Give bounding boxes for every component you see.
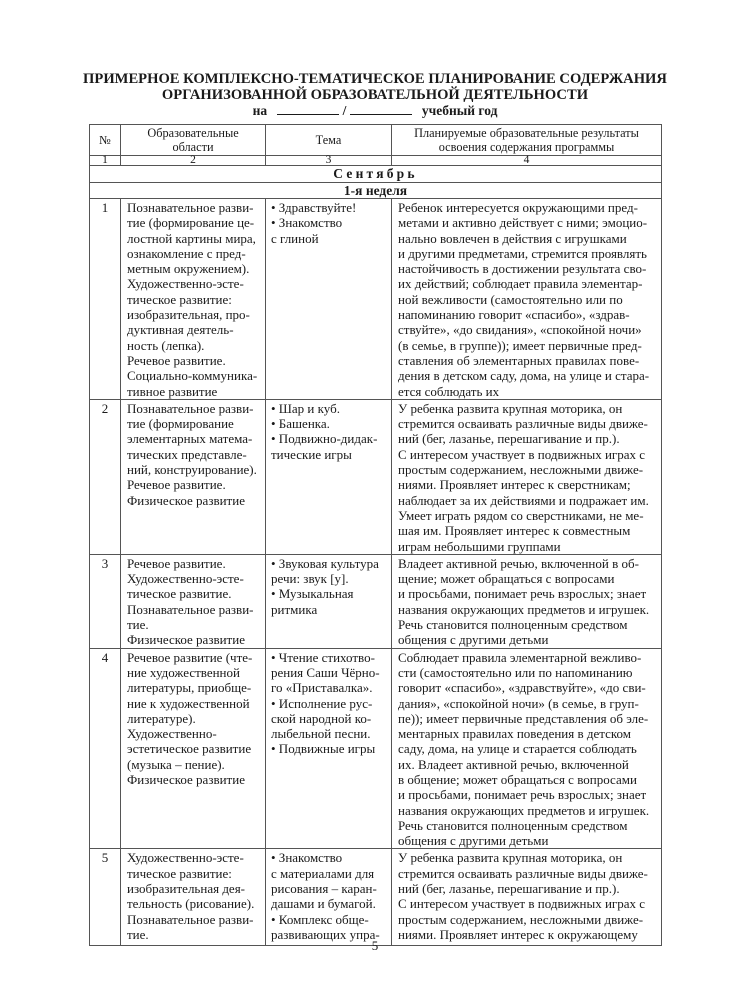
- text-line: Художественно-: [127, 726, 217, 742]
- text-line: их действий; соблюдает правила элементар-: [398, 276, 643, 292]
- column-number-row: [90, 156, 662, 166]
- planning-table: [89, 124, 662, 946]
- text-line: дания», «спокойной ночи» (в семье, в груп-: [398, 695, 639, 711]
- text-line: ние художественной: [127, 664, 240, 680]
- text-line: Речевое развитие (чте-: [127, 649, 253, 665]
- text-line: ской народной ко-: [271, 710, 372, 726]
- text-line: изобразительная, про-: [127, 307, 250, 323]
- year-end-blank: [350, 103, 412, 115]
- text-line: Соблюдает правила элементарной вежливо-: [398, 649, 642, 665]
- text-line: дения в детском саду, дома, на улице и стара-: [398, 368, 650, 384]
- text-line: литературы, приобще-: [127, 680, 252, 696]
- row-topics: [266, 849, 392, 946]
- row-results: [392, 199, 662, 400]
- text-line: изобразительная дея-: [127, 881, 246, 897]
- text-line: стремится осваивать различные виды движе-: [398, 865, 648, 881]
- text-line: и просьбами, понимает речь взрослых; знает: [398, 787, 647, 803]
- text-line: с материалами для: [271, 865, 375, 881]
- text-line: ритмика: [271, 601, 318, 617]
- text-line: дуктивная деятель-: [127, 322, 234, 338]
- row-results: [392, 399, 662, 554]
- table-row: [90, 648, 662, 849]
- text-line: саду, дома, на улице и старается соблюдать: [398, 741, 637, 757]
- text-line: ниями. Проявляет интерес к сверстникам;: [398, 477, 631, 493]
- text-line: шая им. Проявляет интерес к совместным: [398, 523, 631, 539]
- header-areas: Образовательные области: [121, 125, 266, 156]
- text-line: Художественно-эсте-: [127, 276, 244, 292]
- text-line: и просьбами, понимает речь взрослых; знает: [398, 586, 647, 602]
- text-line: сти (самостоятельно или по напоминанию: [398, 664, 633, 680]
- text-line: • Подвижно-дидак-: [271, 431, 378, 447]
- text-line: • Башенка.: [271, 416, 330, 432]
- text-line: С интересом участвует в подвижных играх с: [398, 896, 646, 912]
- text-line: • Шар и куб.: [271, 400, 340, 416]
- text-line: У ребенка развита крупная моторика, он: [398, 400, 623, 416]
- month-row: [90, 166, 662, 183]
- column-number: 1: [90, 156, 121, 166]
- text-line: элементарных матема-: [127, 431, 253, 447]
- document-title-line2: ОРГАНИЗОВАННОЙ ОБРАЗОВАТЕЛЬНОЙ ДЕЯТЕЛЬНОСТИ: [161, 87, 589, 103]
- text-line: Физическое развитие: [127, 632, 245, 648]
- text-line: пе)); имеет первичные представления об эле-: [398, 710, 649, 726]
- text-line: тие.: [127, 617, 149, 633]
- year-suffix: учебный год: [421, 103, 498, 118]
- text-line: наблюдает за их действиями и подражает им.: [398, 492, 649, 508]
- text-line: тических представле-: [127, 446, 247, 462]
- text-line: (в семье, в группе)); имеет первичные пред-: [398, 337, 642, 353]
- text-line: метным окружением).: [127, 261, 250, 277]
- row-topics: [266, 199, 392, 400]
- table-row: [90, 199, 662, 400]
- text-line: лыбельной песни.: [271, 726, 371, 742]
- text-line: тивное развитие: [127, 383, 218, 399]
- text-line: эстетическое развитие: [127, 741, 252, 757]
- text-line: • Комплекс обще-: [271, 911, 369, 927]
- row-number: 3: [90, 554, 121, 648]
- text-line: дашами и бумагой.: [271, 896, 376, 912]
- text-line: общения с другими детьми: [398, 833, 549, 849]
- row-areas: [121, 648, 266, 849]
- text-line: тие.: [127, 926, 149, 942]
- text-line: Речь становится полноценным средством: [398, 617, 628, 633]
- text-line: метами и активно действует с ними; эмоцио-: [398, 215, 648, 231]
- text-line: • Исполнение рус-: [271, 695, 373, 711]
- text-line: Познавательное разви-: [127, 400, 254, 416]
- text-line: Познавательное разви-: [127, 911, 254, 927]
- text-line: щение; может обращаться с вопросами: [398, 571, 615, 587]
- table-row: [90, 399, 662, 554]
- text-line: их. Владеет активной речью, включенной: [398, 756, 629, 772]
- text-line: ставления об элементарных правилах пове-: [398, 352, 640, 368]
- text-line: тельность (рисование).: [127, 896, 255, 912]
- text-line: с глиной: [271, 230, 319, 246]
- row-results: [392, 849, 662, 946]
- text-line: тие (формирование це-: [127, 215, 255, 231]
- text-line: настойчивость в достижении результата сво-: [398, 261, 647, 277]
- row-areas: [121, 199, 266, 400]
- text-line: тическое развитие:: [127, 865, 232, 881]
- text-line: Художественно-эсте-: [127, 571, 244, 587]
- text-line: рисования – каран-: [271, 881, 377, 897]
- row-results: [392, 648, 662, 849]
- text-line: стремится осваивать различные виды движе-: [398, 416, 648, 432]
- year-start-blank: [277, 103, 339, 115]
- text-line: развивающих упра-: [271, 926, 380, 942]
- text-line: тическое развитие.: [127, 586, 232, 602]
- row-areas: [121, 849, 266, 946]
- text-line: • Чтение стихотво-: [271, 649, 375, 665]
- text-line: напоминанию говорит «спасибо», «здрав-: [398, 307, 630, 323]
- header-results: Планируемые образовательные результаты освоения содержания программы: [392, 125, 662, 156]
- text-line: Познавательное разви-: [127, 601, 254, 617]
- text-line: Ребенок интересуется окружающими пред-: [398, 200, 638, 215]
- text-line: в общение; может обращаться с вопросами: [398, 771, 637, 787]
- week-label: 1-я неделя: [90, 183, 662, 199]
- text-line: тическое развитие:: [127, 291, 232, 307]
- text-line: ознакомление с пред-: [127, 245, 246, 261]
- text-line: • Здравствуйте!: [271, 200, 357, 215]
- text-line: ний, конструирование).: [127, 462, 257, 478]
- text-line: Умеет играть рядом со сверстниками, не ме-: [398, 507, 644, 523]
- text-line: названия окружающих предметов и игрушек.: [398, 601, 650, 617]
- text-line: Физическое развитие: [127, 771, 245, 787]
- text-line: Речевое развитие.: [127, 555, 226, 571]
- text-line: • Звуковая культура: [271, 555, 379, 571]
- text-line: и другими предметами, стремится проявлять: [398, 245, 647, 261]
- column-number: 3: [266, 156, 392, 166]
- text-line: Владеет активной речью, включенной в об-: [398, 555, 639, 571]
- row-topics: [266, 399, 392, 554]
- row-areas: [121, 399, 266, 554]
- month-label: Сентябрь: [90, 166, 662, 183]
- text-line: Физическое развитие: [127, 492, 245, 508]
- week-row: [90, 183, 662, 199]
- row-results: [392, 554, 662, 648]
- text-line: • Знакомство: [271, 850, 343, 866]
- text-line: Познавательное разви-: [127, 200, 254, 215]
- text-line: общения с другими детьми: [398, 632, 549, 648]
- text-line: ной вежливости (самостоятельно или по: [398, 291, 623, 307]
- text-line: (музыка – пение).: [127, 756, 225, 772]
- text-line: Художественно-эсте-: [127, 850, 244, 866]
- page-number: 5: [371, 938, 379, 953]
- text-line: • Знакомство: [271, 215, 343, 231]
- row-number: 2: [90, 399, 121, 554]
- text-line: играм небольшими группами: [398, 538, 561, 554]
- text-line: литературе).: [127, 710, 196, 726]
- text-line: ние к художественной: [127, 695, 250, 711]
- text-line: У ребенка развита крупная моторика, он: [398, 850, 623, 866]
- text-line: тические игры: [271, 446, 352, 462]
- text-line: го «Приставалка».: [271, 680, 373, 696]
- table-row: [90, 554, 662, 648]
- text-line: Речь становится полноценным средством: [398, 817, 628, 833]
- text-line: Речевое развитие.: [127, 352, 226, 368]
- text-line: ность (лепка).: [127, 337, 205, 353]
- text-line: ниями. Проявляет интерес к окружающему: [398, 926, 638, 942]
- column-number: 4: [392, 156, 662, 166]
- text-line: ется соблюдать их: [398, 383, 500, 399]
- row-number: 1: [90, 199, 121, 400]
- text-line: ний (бег, лазанье, перешагивание и пр.).: [398, 881, 620, 897]
- academic-year-line: [60, 103, 690, 119]
- header-number: №: [90, 125, 121, 156]
- text-line: рения Саши Чёрно-: [271, 664, 380, 680]
- text-line: простым содержанием, несложными движе-: [398, 462, 644, 478]
- column-number: 2: [121, 156, 266, 166]
- text-line: нально вовлечен в действия с игрушками: [398, 230, 627, 246]
- text-line: ний (бег, лазанье, перешагивание и пр.).: [398, 431, 620, 447]
- row-topics: [266, 648, 392, 849]
- text-line: С интересом участвует в подвижных играх с: [398, 446, 646, 462]
- row-number: 5: [90, 849, 121, 946]
- header-topic: Тема: [266, 125, 392, 156]
- text-line: ментарных правилах поведения в детском: [398, 726, 631, 742]
- text-line: Речевое развитие.: [127, 477, 226, 493]
- text-line: • Музыкальная: [271, 586, 354, 602]
- document-title-line1: ПРИМЕРНОЕ КОМПЛЕКСНО-ТЕМАТИЧЕСКОЕ ПЛАНИРОВАНИЕ СОДЕРЖАНИЯ: [83, 71, 667, 87]
- row-areas: [121, 554, 266, 648]
- table-row: [90, 849, 662, 946]
- text-line: названия окружающих предметов и игрушек.: [398, 802, 650, 818]
- text-line: ствуйте», «до свидания», «спокойной ночи»: [398, 322, 642, 338]
- row-topics: [266, 554, 392, 648]
- year-prefix: на: [252, 103, 268, 118]
- text-line: тие (формирование: [127, 416, 234, 432]
- text-line: • Подвижные игры: [271, 741, 376, 757]
- header-row: [90, 125, 662, 156]
- text-line: речи: звук [у].: [271, 571, 349, 587]
- year-separator: /: [342, 103, 347, 118]
- text-line: простым содержанием, несложными движе-: [398, 911, 644, 927]
- text-line: говорит «спасибо», «здравствуйте», «до сви-: [398, 680, 646, 696]
- text-line: лостной картины мира,: [127, 230, 256, 246]
- text-line: Социально-коммуника-: [127, 368, 258, 384]
- row-number: 4: [90, 648, 121, 849]
